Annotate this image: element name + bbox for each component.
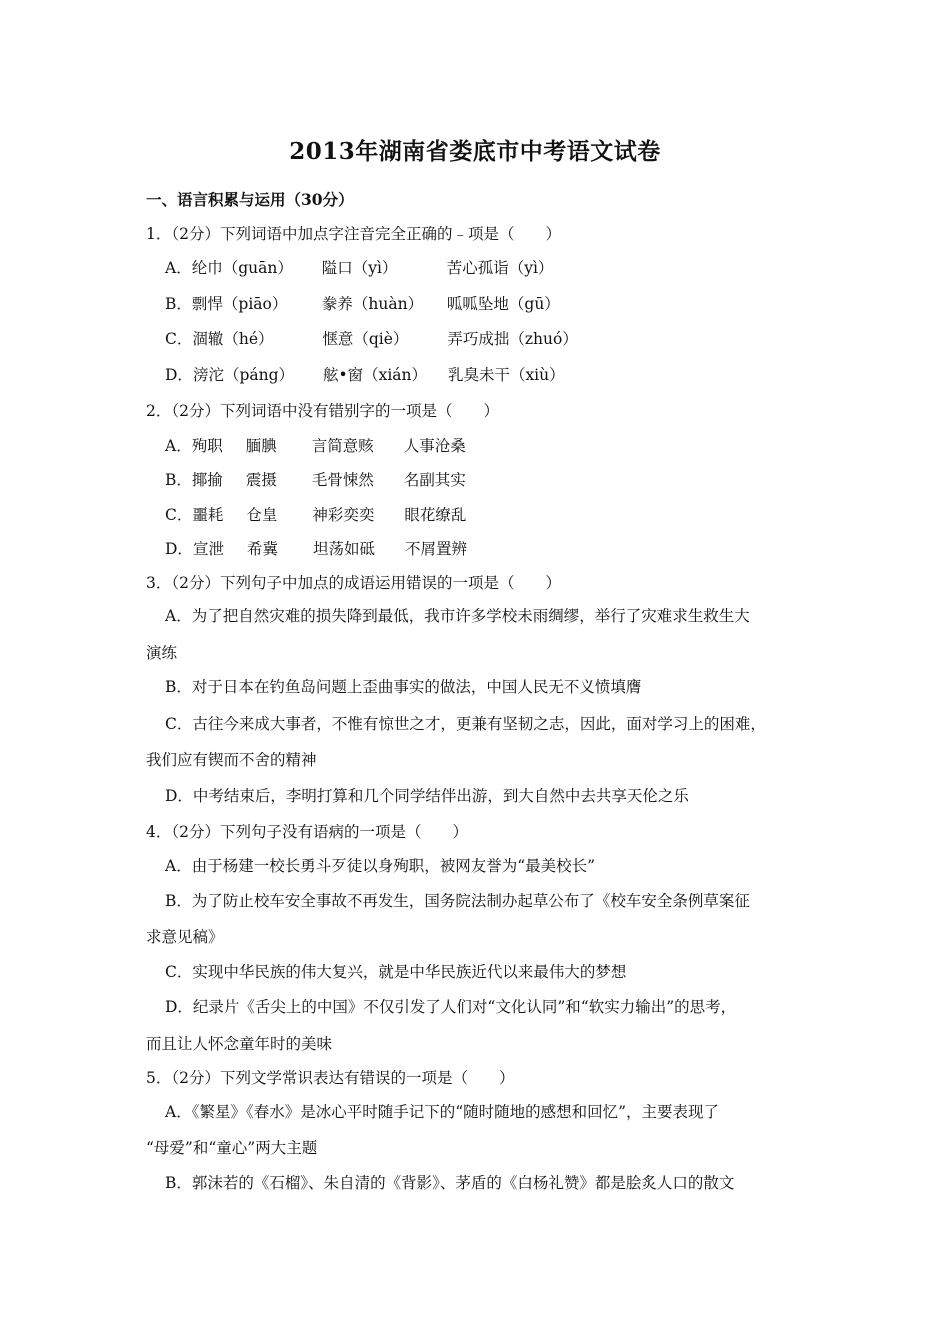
question-1-option-a	[165, 258, 553, 278]
question-4-option-c: C．实现中华民族的伟大复兴，就是中华民族近代以来最伟大的梦想	[165, 963, 627, 981]
question-4-option-d-cont: 而且让人怀念童年时的美味	[146, 1035, 333, 1053]
option-word: 人事沧桑	[403, 437, 466, 455]
option-word: 神彩奕奕	[312, 506, 375, 524]
question-2-option-b	[165, 470, 466, 490]
option-word: 言简意赅	[311, 437, 374, 455]
option-word: 眼花缭乱	[404, 506, 467, 524]
question-5-option-a: A．《繁星》《春水》是冰心平时随手记下的“随时随地的感想和回忆”，主要表现了	[165, 1103, 720, 1121]
question-4-option-b-cont: 求意见稿》	[146, 928, 224, 946]
option-word: 涸辙（hé）	[192, 330, 274, 348]
option-word: 舷•窗（xián）	[322, 366, 428, 384]
question-3-option-b: B．对于日本在钓鱼岛问题上歪曲事实的做法，中国人民无不义愤填膺	[165, 678, 642, 696]
option-word: 仓皇	[246, 506, 278, 524]
option-word: 滂沱（páng）	[192, 366, 295, 384]
option-label: C．	[165, 330, 193, 348]
section-heading: 一、语言积累与运用（30分）	[146, 190, 354, 209]
option-word: 宣泄	[192, 540, 224, 558]
option-word: 名副其实	[403, 471, 466, 489]
question-1-option-d	[165, 365, 565, 385]
question-4-stem: 4．（2分）下列句子没有语病的一项是（ ）	[146, 823, 468, 841]
option-label: D．	[165, 366, 193, 384]
option-label: A．	[165, 437, 192, 455]
question-4-option-a: A．由于杨建一校长勇斗歹徒以身殉职，被网友誉为“最美校长”	[165, 857, 596, 875]
question-1-stem: 1．（2分）下列词语中加点字注音完全正确的﹣项是（ ）	[146, 225, 561, 243]
page-title: 2013年湖南省娄底市中考语文试卷	[289, 138, 661, 165]
option-label: A．	[165, 259, 192, 277]
option-word: 震摄	[245, 471, 277, 489]
question-5-option-a-cont: “母爱”和“童心”两大主题	[146, 1139, 318, 1157]
option-word: 噩耗	[192, 506, 224, 524]
question-2-option-c	[165, 505, 466, 525]
option-label: B．	[165, 471, 192, 489]
question-1-option-c	[165, 329, 578, 349]
question-3-option-a-cont: 演练	[146, 644, 178, 662]
option-word: 乳臭未干（xiù）	[447, 366, 565, 384]
option-word: 坦荡如砥	[312, 540, 375, 558]
option-word: 剽悍（piāo）	[191, 295, 288, 313]
question-4-option-b: B．为了防止校车安全事故不再发生，国务院法制办起草公布了《校车安全条例草案征	[165, 892, 750, 910]
question-3-stem: 3．（2分）下列句子中加点的成语运用错误的一项是（ ）	[146, 574, 561, 592]
option-word: 呱呱坠地（gū）	[446, 295, 560, 313]
option-word: 豢养（huàn）	[321, 295, 424, 313]
option-word: 揶揄	[191, 471, 223, 489]
option-word: 不屑置辨	[404, 540, 467, 558]
option-word: 弄巧成拙（zhuó）	[447, 330, 578, 348]
question-3-option-c: C．古往今来成大事者，不惟有惊世之才，更兼有坚韧之志，因此，面对学习上的困难，	[165, 715, 766, 733]
option-word: 希冀	[246, 540, 278, 558]
option-label: C．	[165, 506, 193, 524]
question-2-option-d	[165, 539, 467, 559]
option-label: B．	[165, 295, 192, 313]
question-3-option-a: A．为了把自然灾难的损失降到最低，我市许多学校未雨绸缪，举行了灾难求生救生大	[165, 607, 750, 625]
question-3-option-c-cont: 我们应有锲而不舍的精神	[146, 751, 317, 769]
question-4-option-d: D．纪录片《舌尖上的中国》不仅引发了人们对“文化认同”和“软实力输出”的思考，	[165, 998, 737, 1016]
option-word: 苦心孤诣（yì）	[446, 259, 554, 277]
option-word: 殉职	[191, 437, 223, 455]
question-3-option-d: D．中考结束后，李明打算和几个同学结伴出游，到大自然中去共享天伦之乐	[165, 787, 689, 805]
question-1-option-b	[165, 294, 560, 314]
question-5-option-b: B．郭沫若的《石榴》、朱自清的《背影》、茅盾的《白杨礼赞》都是脍炙人口的散文	[165, 1174, 735, 1192]
question-5-stem: 5．（2分）下列文学常识表达有错误的一项是（ ）	[146, 1069, 515, 1087]
option-word: 腼腆	[245, 437, 277, 455]
option-label: D．	[165, 540, 193, 558]
question-2-stem: 2．（2分）下列词语中没有错别字的一项是（ ）	[146, 402, 499, 420]
option-word: 隘口（yì）	[321, 259, 398, 277]
question-2-option-a	[165, 436, 466, 456]
option-word: 毛骨悚然	[311, 471, 374, 489]
option-word: 纶巾（guān）	[191, 259, 293, 277]
option-word: 惬意（qiè）	[322, 330, 409, 348]
